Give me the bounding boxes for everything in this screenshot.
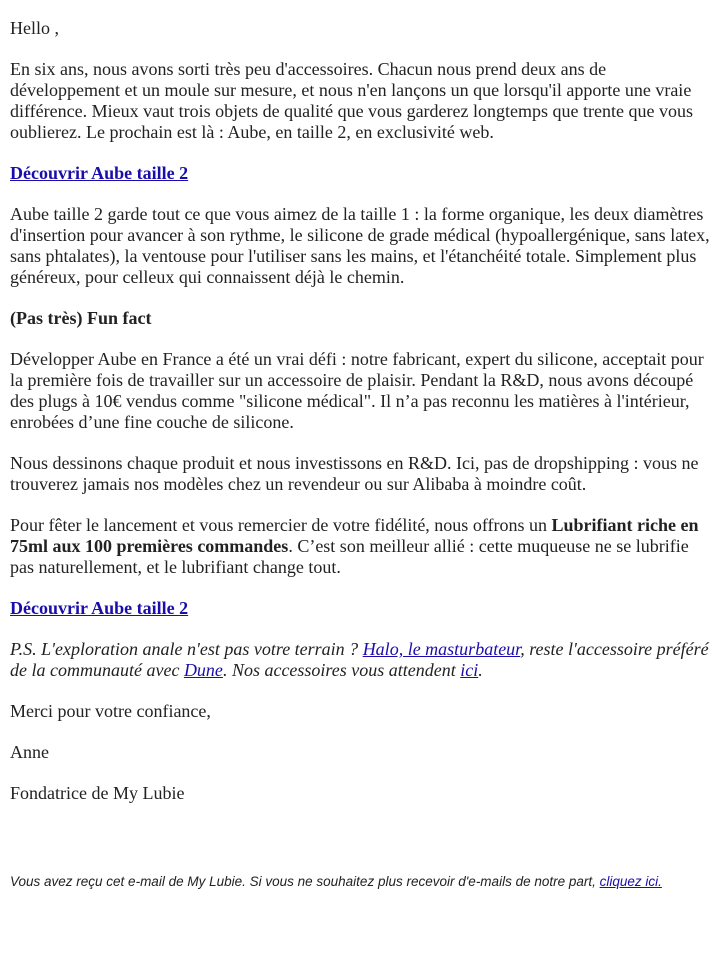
- fun-fact-heading: (Pas très) Fun fact: [10, 308, 152, 328]
- halo-link[interactable]: Halo, le masturbateur: [362, 639, 521, 659]
- intro-paragraph: En six ans, nous avons sorti très peu d'accessoires. Chacun nous prend deux ans de développement et un moule sur mesure, et nous n'en lançons un que lorsqu'il apporte une vraie différence. Mieux vaut trois objets de qualité que vous garderez longtemps que trente que vous oublierez. Le prochain est là : Aube, en taille 2, en exclusivité web.: [10, 59, 693, 142]
- unsubscribe-link[interactable]: cliquez ici.: [599, 874, 662, 889]
- offer-text-end: . C’est son meilleur allié : cette muqueuse ne se lubrifie pas naturellement, et le lubrifiant change tout.: [10, 536, 689, 577]
- ps-paragraph: [10, 639, 714, 681]
- email-footer: [10, 873, 714, 891]
- design-paragraph: Nous dessinons chaque produit et nous investissons en R&D. Ici, pas de dropshipping : vous ne trouverez jamais nos modèles chez un revendeur ou sur Alibaba à moindre coût.: [10, 453, 699, 494]
- email-body: [10, 18, 714, 824]
- greeting: Hello ,: [10, 18, 59, 38]
- ps-text-middle: , reste l'accessoire préféré de la communauté avec: [10, 639, 709, 680]
- cta-block-1: [10, 163, 714, 184]
- offer-highlight: Lubrifiant riche en 75ml aux 100 premières commandes: [10, 515, 699, 556]
- dune-link[interactable]: Dune: [183, 660, 223, 680]
- fun-fact-paragraph: Développer Aube en France a été un vrai défi : notre fabricant, expert du silicone, acceptait pour la première fois de travailler sur un accessoire de plaisir. Pendant la R&D, nous avons découpé des plugs à 10€ vendus comme "silicone médical". Il n’a pas reconnu les matières à l'intérieur, enrobées d’une fine couche de silicone.: [10, 349, 704, 432]
- ps-text-end: .: [478, 660, 483, 680]
- ps-text-after-dune: . Nos accessoires vous attendent: [222, 660, 461, 680]
- offer-text-start: Pour fêter le lancement et vous remercier de votre fidélité, nous offrons un: [10, 515, 552, 535]
- signature-name: Anne: [10, 742, 49, 762]
- product-paragraph: Aube taille 2 garde tout ce que vous aimez de la taille 1 : la forme organique, les deux diamètres d'insertion pour avancer à son rythme, le silicone de grade médical (hypoallergénique, sans latex, sans phtalates), la ventouse pour l'utiliser sans les mains, et l'étanchéité totale. Simplement plus généreux, pour celleux qui connaissent déjà le chemin.: [10, 204, 710, 287]
- offer-paragraph: [10, 515, 714, 578]
- discover-aube-link-2[interactable]: Découvrir Aube taille 2: [10, 598, 189, 618]
- signature-title: Fondatrice de My Lubie: [10, 783, 185, 803]
- accessories-link[interactable]: ici: [460, 660, 479, 680]
- footer-text: Vous avez reçu cet e-mail de My Lubie. Si vous ne souhaitez plus recevoir d'e-mails de notre part,: [10, 874, 600, 889]
- discover-aube-link[interactable]: Découvrir Aube taille 2: [10, 163, 189, 183]
- cta-block-2: [10, 598, 714, 619]
- ps-text-start: P.S. L'exploration anale n'est pas votre terrain ?: [10, 639, 363, 659]
- thanks-line: Merci pour votre confiance,: [10, 701, 211, 721]
